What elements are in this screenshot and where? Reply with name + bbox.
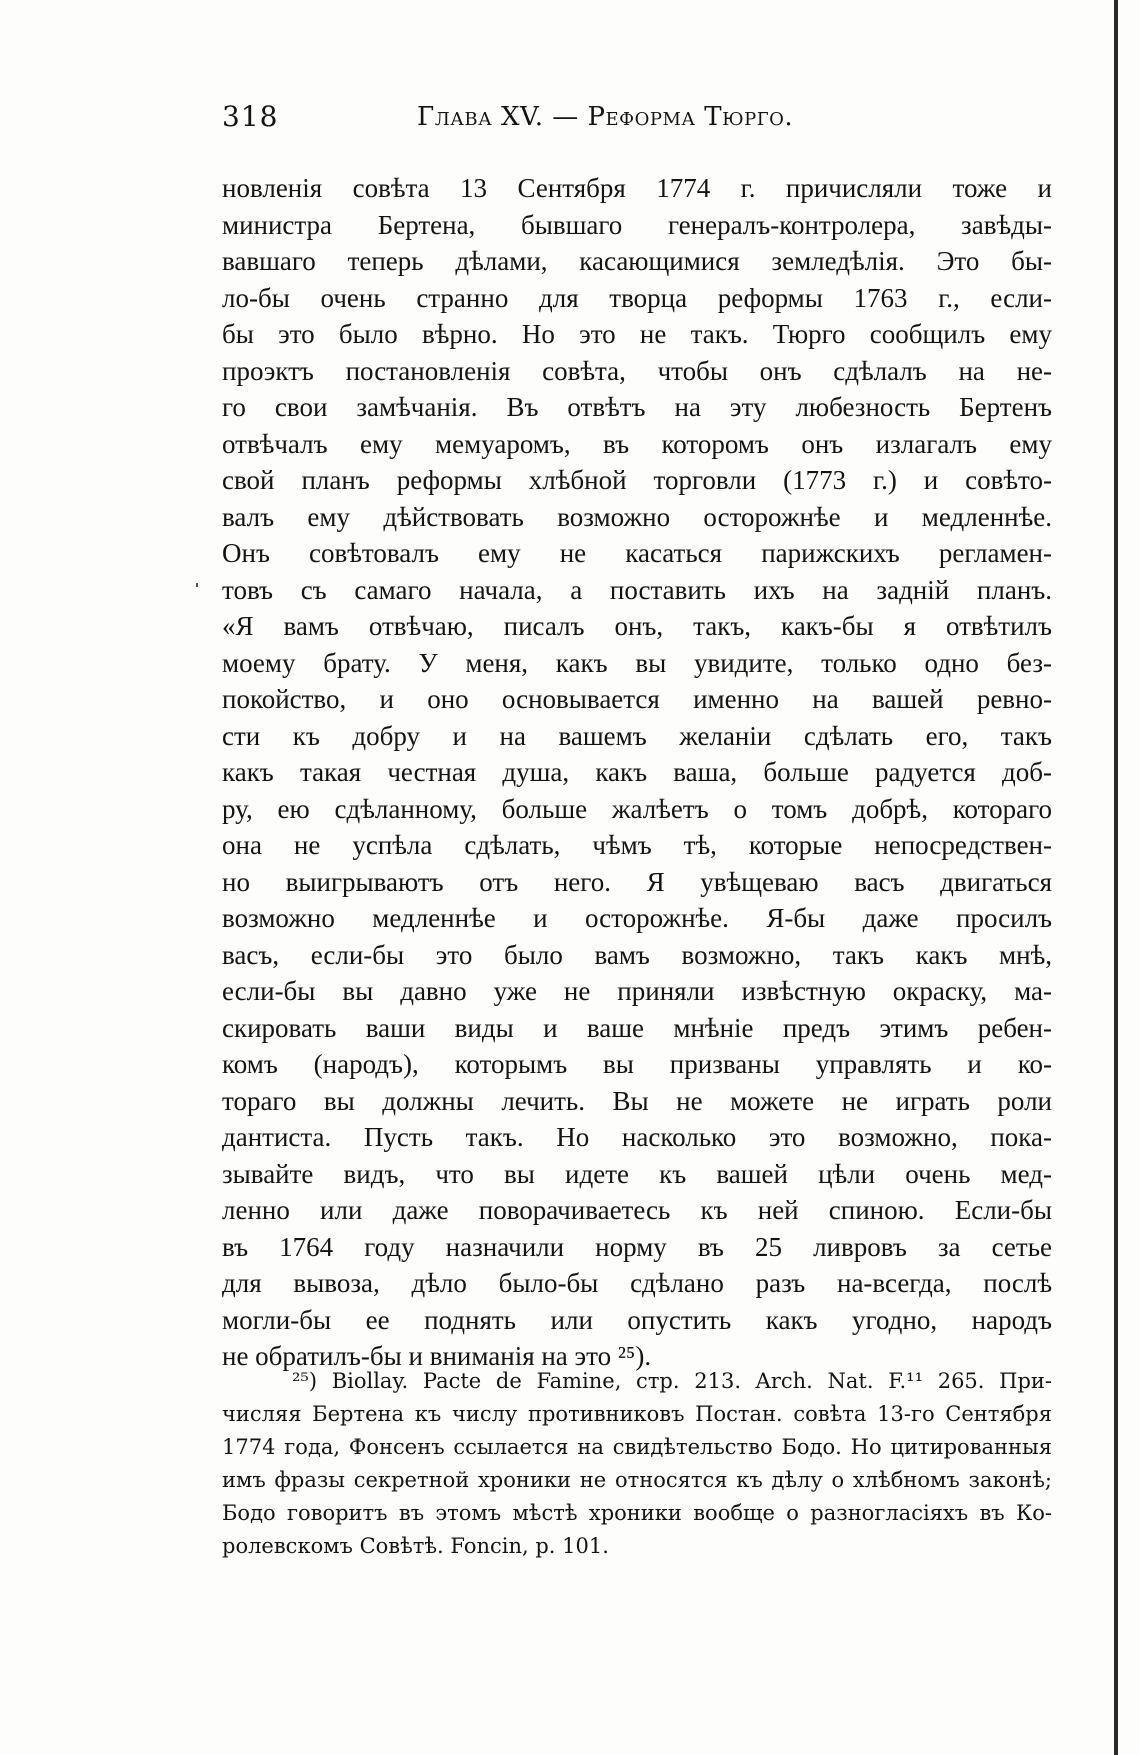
main-text <box>222 170 1052 1375</box>
text-line: отвѣчалъ ему мемуаромъ, въ которомъ онъ излагалъ ему <box>222 428 1052 459</box>
text-line: покойство, и оно основывается именно на вашей ревно- <box>222 684 1052 714</box>
footnote-line: числяя Бертена къ числу противниковъ Постан. совѣта 13-го Сентября <box>222 1402 1052 1426</box>
text-line: сти къ добру и на вашемъ желаніи сдѣлать его, такъ <box>222 720 1052 751</box>
text-line: ленно или даже поворачиваетесь къ ней спиною. Если-бы <box>222 1195 1052 1225</box>
text-line: какъ такая честная душа, какъ ваша, больше радуется доб- <box>222 757 1052 787</box>
footnote-line: имъ фразы секретной хроники не относятся къ дѣлу о хлѣбномъ законѣ; <box>222 1468 1052 1492</box>
page-edge-rule <box>1114 0 1118 1755</box>
text-line: Онъ совѣтовалъ ему не касаться парижскихъ регламен- <box>222 538 1052 568</box>
text-line: новленія совѣта 13 Сентября 1774 г. причисляли тоже и <box>222 173 1052 203</box>
text-line: васъ, если-бы это было вамъ возможно, такъ какъ мнѣ, <box>222 939 1052 970</box>
footnote <box>222 1365 1052 1563</box>
text-line: проэктъ постановленія совѣта, чтобы онъ сдѣлалъ на не- <box>222 355 1052 386</box>
text-line: не обратилъ-бы и вниманія на это ²⁵). <box>222 1341 652 1371</box>
text-line: зывайте видъ, что вы идете къ вашей цѣли очень мед- <box>222 1158 1052 1189</box>
page-header <box>222 100 1052 140</box>
text-line: но выигрываютъ отъ него. Я увѣщеваю васъ двигаться <box>222 866 1052 897</box>
text-line: товъ съ самаго начала, а поставить ихъ на задній планъ. <box>222 574 1052 605</box>
text-line: тораго вы должны лечить. Вы не можете не играть роли <box>222 1085 1052 1116</box>
text-line: для вывоза, дѣло было-бы сдѣлано разъ на-всегда, послѣ <box>222 1268 1052 1298</box>
text-line: въ 1764 году назначили норму въ 25 ливровъ за сетье <box>222 1231 1052 1262</box>
text-line: дантиста. Пусть такъ. Но насколько это возможно, пока- <box>222 1122 1052 1152</box>
footnote-line: ролевскомъ Совѣтѣ. Foncin, p. 101. <box>222 1534 609 1558</box>
text-line: ру, ею сдѣланному, больше жалѣетъ о томъ добрѣ, котораго <box>222 793 1052 824</box>
text-line: го свои замѣчанія. Въ отвѣтъ на эту любезность Бертенъ <box>222 392 1052 422</box>
text-line: она не успѣла сдѣлать, чѣмъ тѣ, которые непосредствен- <box>222 830 1052 860</box>
text-line: комъ (народъ), которымъ вы призваны управлять и ко- <box>222 1049 1052 1079</box>
text-line: ло-бы очень странно для творца реформы 1763 г., если- <box>222 282 1052 313</box>
text-line: свой планъ реформы хлѣбной торговли (1773 г.) и совѣто- <box>222 465 1052 495</box>
text-line: «Я вамъ отвѣчаю, писалъ онъ, такъ, какъ-бы я отвѣтилъ <box>222 611 1052 641</box>
text-line: возможно медленнѣе и осторожнѣе. Я-бы даже просилъ <box>222 903 1052 933</box>
text-line: министра Бертена, бывшаго генералъ-контролера, завѣды- <box>222 209 1052 240</box>
text-line: если-бы вы давно уже не приняли извѣстную окраску, ма- <box>222 976 1052 1006</box>
text-line: валъ ему дѣйствовать возможно осторожнѣе и медленнѣе. <box>222 501 1052 532</box>
page-number: 318 <box>222 100 279 133</box>
text-line: бы это было вѣрно. Но это не такъ. Тюрго сообщилъ ему <box>222 319 1052 349</box>
footnote-line: Бодо говоритъ въ этомъ мѣстѣ хроники вообще о разногласіяхъ въ Ко- <box>222 1501 1052 1525</box>
text-line: могли-бы ее поднять или опустить какъ угодно, народъ <box>222 1304 1052 1335</box>
text-line: скировать ваши виды и ваше мнѣніе предъ этимъ ребен- <box>222 1012 1052 1043</box>
text-line: моему брату. У меня, какъ вы увидите, только одно без- <box>222 647 1052 678</box>
print-speck <box>196 583 198 587</box>
text-line: вавшаго теперь дѣлами, касающимися земледѣлія. Это бы- <box>222 246 1052 276</box>
running-head: Глава XV. — Реформа Тюрго. <box>417 102 794 132</box>
footnote-line: 1774 года, Фонсенъ ссылается на свидѣтельство Бодо. Но цитированныя <box>222 1435 1052 1459</box>
footnote-line: ²⁵) Biollay. Pacte de Famine, стр. 213. Arch. Nat. F.¹¹ 265. При- <box>292 1369 1052 1393</box>
